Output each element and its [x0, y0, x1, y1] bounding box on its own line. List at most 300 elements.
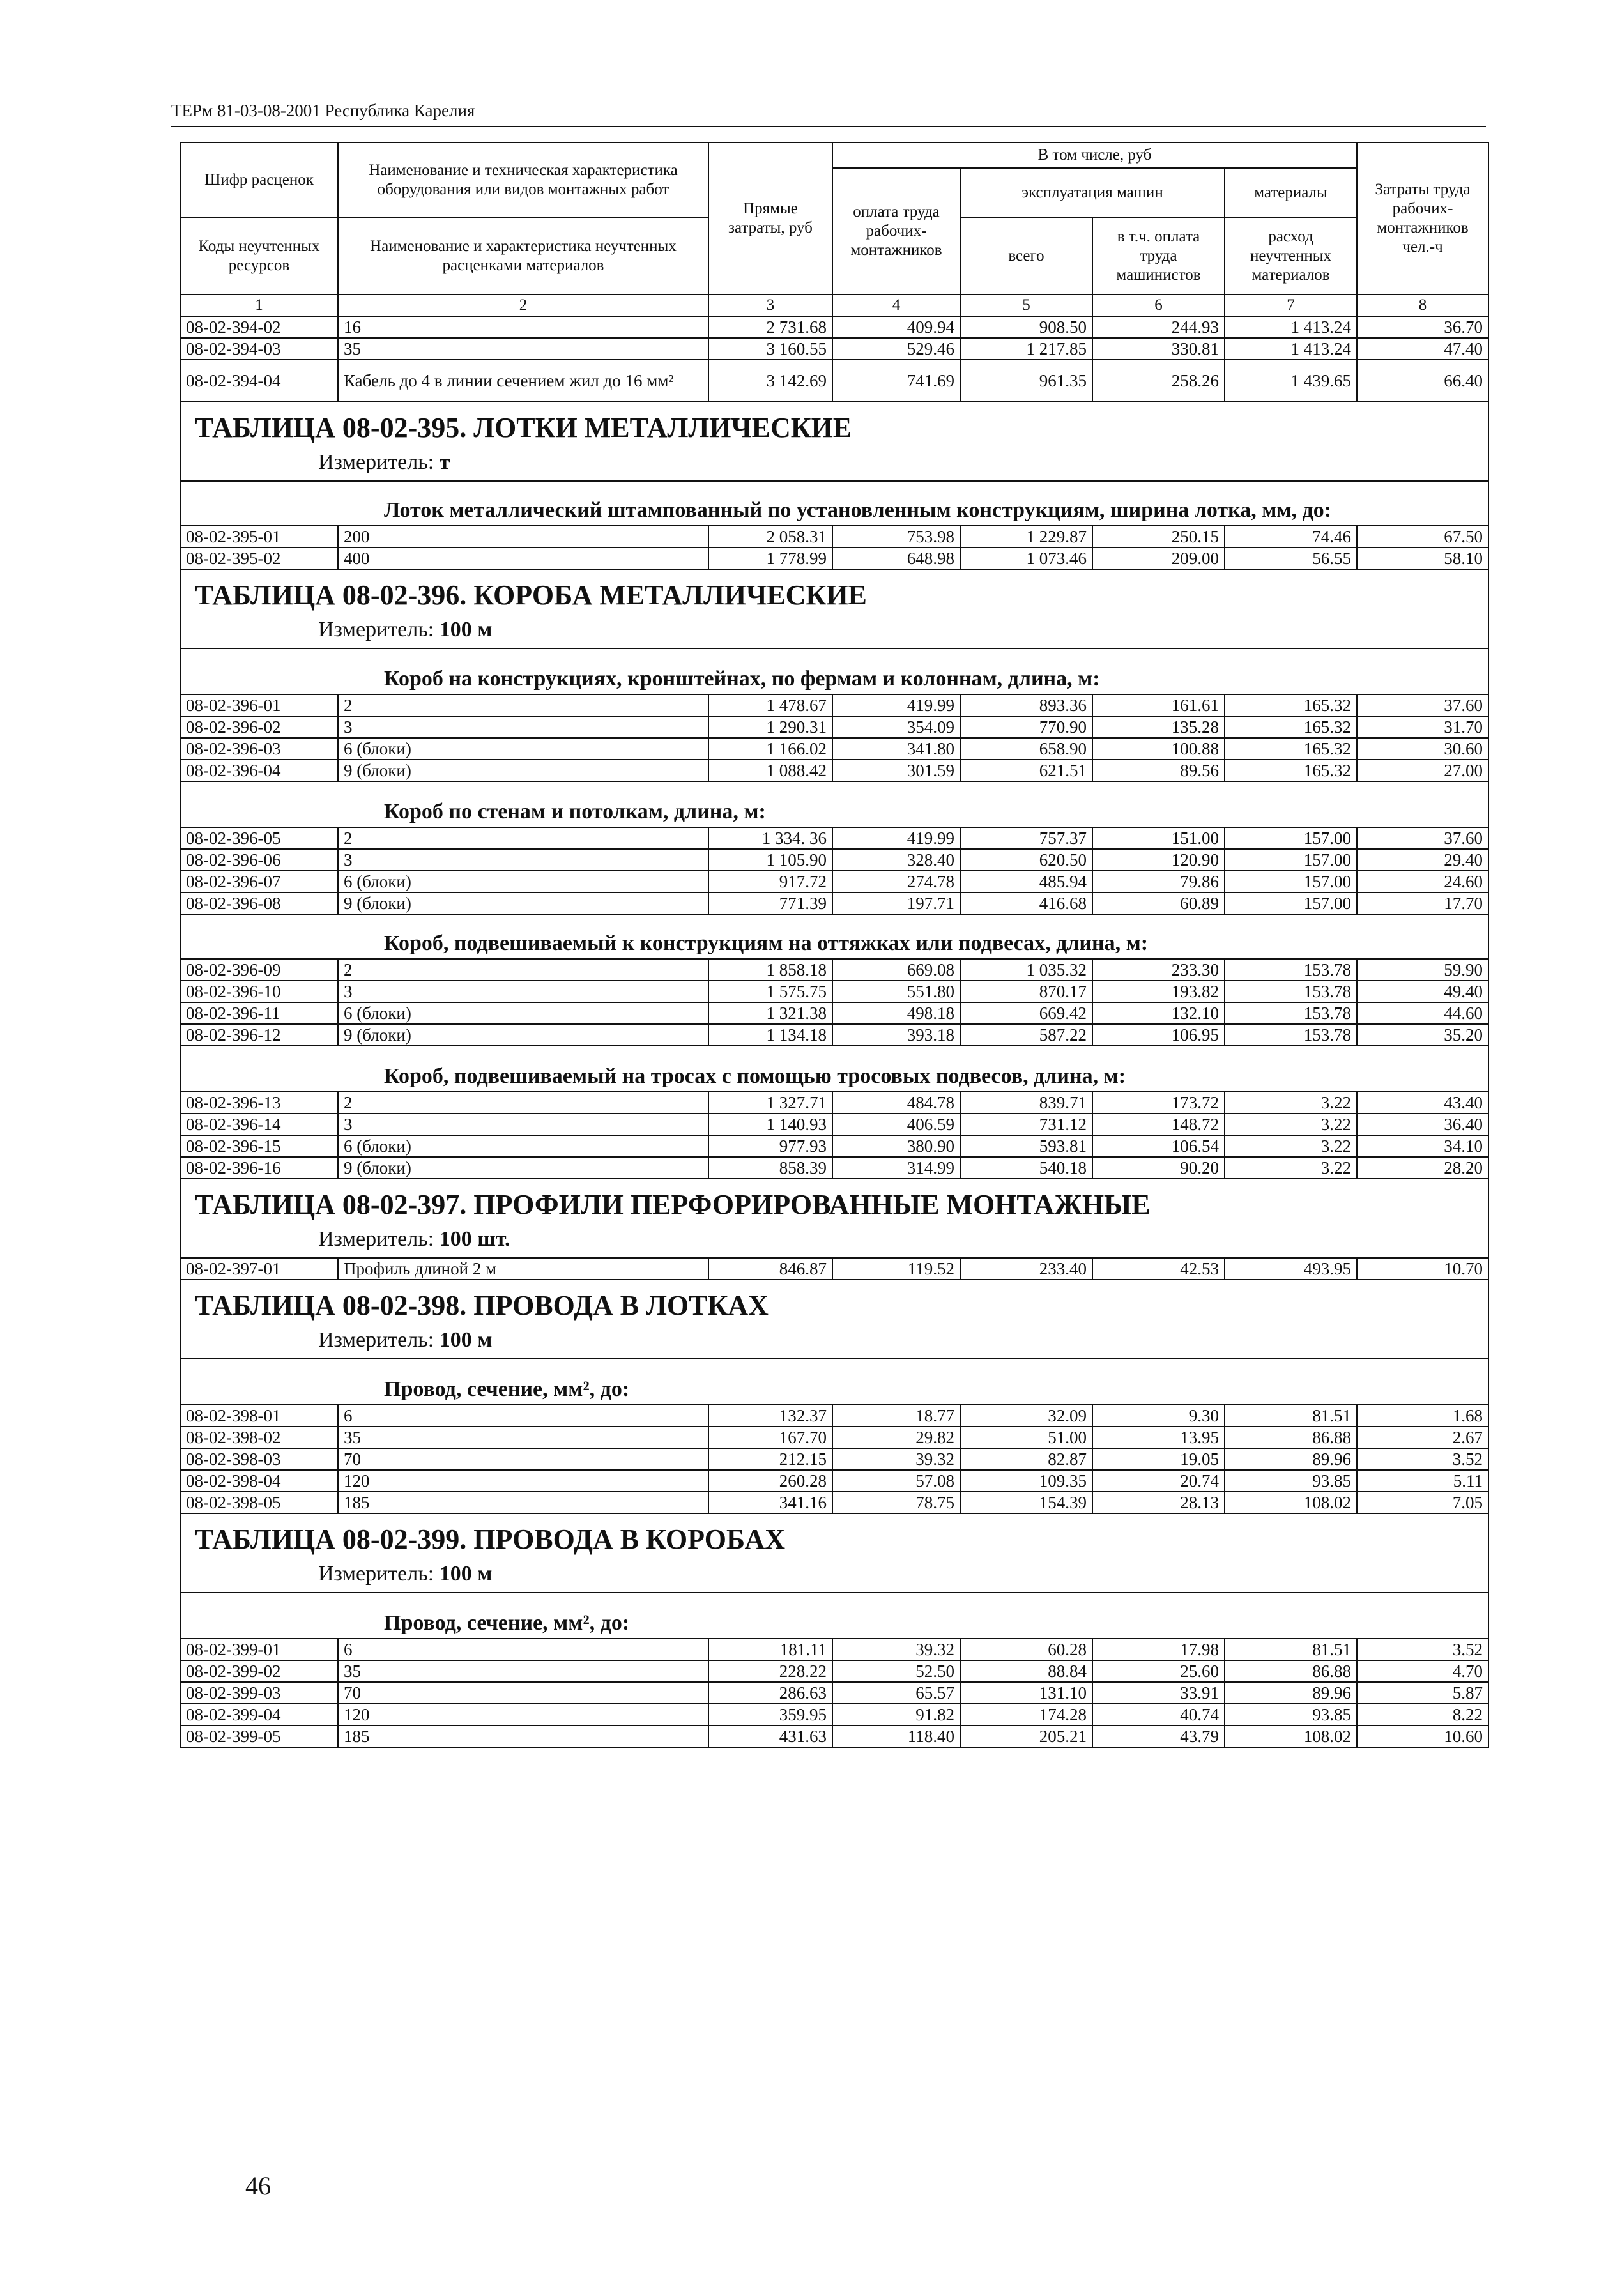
section-measure — [180, 1225, 1488, 1258]
section-title-row — [180, 402, 1488, 448]
col-number: 1 — [180, 295, 338, 316]
machinist-pay: 60.89 — [1092, 892, 1225, 914]
item-description: 6 (блоки) — [338, 1135, 708, 1157]
labor-hours: 58.10 — [1357, 547, 1488, 569]
section-measure-row — [180, 448, 1488, 481]
direct-cost: 2 731.68 — [708, 316, 832, 338]
page-number: 46 — [245, 2171, 271, 2200]
machinist-pay: 120.90 — [1092, 849, 1225, 871]
table-row — [180, 1258, 1488, 1280]
materials: 165.32 — [1225, 738, 1357, 760]
group-heading: Провод, сечение, мм², до: — [180, 1359, 1488, 1405]
labor-hours: 30.60 — [1357, 738, 1488, 760]
col-number: 7 — [1225, 295, 1357, 316]
page-header: ТЕРм 81-03-08-2001 Республика Карелия — [171, 101, 475, 120]
rate-code: 08-02-396-02 — [180, 716, 338, 738]
table-row — [180, 716, 1488, 738]
rate-code: 08-02-398-05 — [180, 1492, 338, 1513]
rate-code: 08-02-396-10 — [180, 981, 338, 1002]
labor-pay: 57.08 — [832, 1470, 960, 1492]
group-heading-row — [180, 914, 1488, 959]
materials: 165.32 — [1225, 716, 1357, 738]
col-number: 2 — [338, 295, 708, 316]
materials: 153.78 — [1225, 1024, 1357, 1046]
labor-hours: 36.70 — [1357, 316, 1488, 338]
direct-cost: 1 858.18 — [708, 959, 832, 981]
materials: 108.02 — [1225, 1726, 1357, 1747]
materials: 3.22 — [1225, 1092, 1357, 1114]
materials: 3.22 — [1225, 1157, 1357, 1179]
group-heading: Лоток металлический штампованный по установленным конструкциям, ширина лотка, мм, до: — [180, 481, 1488, 526]
section-measure-row — [180, 1560, 1488, 1593]
machinist-pay: 40.74 — [1092, 1704, 1225, 1726]
labor-hours: 10.60 — [1357, 1726, 1488, 1747]
table-row — [180, 827, 1488, 849]
machines-total: 870.17 — [960, 981, 1092, 1002]
direct-cost: 771.39 — [708, 892, 832, 914]
table-row — [180, 981, 1488, 1002]
machinist-pay: 43.79 — [1092, 1726, 1225, 1747]
machines-total: 593.81 — [960, 1135, 1092, 1157]
machines-total: 731.12 — [960, 1114, 1092, 1135]
direct-cost: 431.63 — [708, 1726, 832, 1747]
section-title: ТАБЛИЦА 08-02-395. ЛОТКИ МЕТАЛЛИЧЕСКИЕ — [180, 402, 1488, 448]
col-name-header: Наименование и техническая характеристика оборудования или видов монтажных работ — [338, 142, 708, 218]
labor-pay: 419.99 — [832, 694, 960, 716]
machinist-pay: 25.60 — [1092, 1660, 1225, 1682]
machines-total: 233.40 — [960, 1258, 1092, 1280]
rate-code: 08-02-398-01 — [180, 1405, 338, 1427]
rate-code: 08-02-396-14 — [180, 1114, 338, 1135]
section-title-row — [180, 1513, 1488, 1560]
item-description: 35 — [338, 1660, 708, 1682]
labor-pay: 409.94 — [832, 316, 960, 338]
rate-code: 08-02-397-01 — [180, 1258, 338, 1280]
materials: 1 413.24 — [1225, 316, 1357, 338]
labor-pay: 328.40 — [832, 849, 960, 871]
machines-total: 839.71 — [960, 1092, 1092, 1114]
item-description: 185 — [338, 1492, 708, 1513]
machinist-pay: 135.28 — [1092, 716, 1225, 738]
table-row — [180, 338, 1488, 360]
machines-total: 908.50 — [960, 316, 1092, 338]
col-materials-header: материалы — [1225, 168, 1357, 218]
col-labor-header: Затраты труда рабочих-монтажников чел.-ч — [1357, 142, 1488, 295]
machines-total: 174.28 — [960, 1704, 1092, 1726]
labor-pay: 65.57 — [832, 1682, 960, 1704]
table-row — [180, 1639, 1488, 1660]
labor-hours: 34.10 — [1357, 1135, 1488, 1157]
item-description: 16 — [338, 316, 708, 338]
measure-label: Измеритель: — [318, 1227, 434, 1251]
direct-cost: 167.70 — [708, 1427, 832, 1448]
direct-cost: 132.37 — [708, 1405, 832, 1427]
measure-value: т — [439, 450, 450, 474]
machinist-pay: 19.05 — [1092, 1448, 1225, 1470]
col-number: 8 — [1357, 295, 1488, 316]
labor-hours: 59.90 — [1357, 959, 1488, 981]
item-description: 120 — [338, 1470, 708, 1492]
direct-cost: 1 134.18 — [708, 1024, 832, 1046]
rate-code: 08-02-396-11 — [180, 1002, 338, 1024]
labor-hours: 2.67 — [1357, 1427, 1488, 1448]
machines-total: 51.00 — [960, 1427, 1092, 1448]
machinist-pay: 79.86 — [1092, 871, 1225, 892]
rate-code: 08-02-396-16 — [180, 1157, 338, 1179]
table-row — [180, 1135, 1488, 1157]
labor-pay: 314.99 — [832, 1157, 960, 1179]
col-number: 6 — [1092, 295, 1225, 316]
materials: 86.88 — [1225, 1427, 1357, 1448]
materials: 89.96 — [1225, 1682, 1357, 1704]
rate-code: 08-02-398-03 — [180, 1448, 338, 1470]
rate-code: 08-02-396-09 — [180, 959, 338, 981]
group-heading-row — [180, 481, 1488, 526]
measure-value: 100 м — [439, 618, 493, 641]
rate-code: 08-02-399-02 — [180, 1660, 338, 1682]
direct-cost: 212.15 — [708, 1448, 832, 1470]
direct-cost: 181.11 — [708, 1639, 832, 1660]
item-description: 9 (блоки) — [338, 892, 708, 914]
section-measure — [180, 1560, 1488, 1593]
materials: 157.00 — [1225, 892, 1357, 914]
table-body — [180, 316, 1488, 1747]
rate-code: 08-02-396-07 — [180, 871, 338, 892]
rate-code: 08-02-399-01 — [180, 1639, 338, 1660]
section-title: ТАБЛИЦА 08-02-398. ПРОВОДА В ЛОТКАХ — [180, 1280, 1488, 1326]
machinist-pay: 106.54 — [1092, 1135, 1225, 1157]
materials: 3.22 — [1225, 1135, 1357, 1157]
table-row — [180, 738, 1488, 760]
direct-cost: 1 321.38 — [708, 1002, 832, 1024]
col-machines-header: эксплуатация машин — [960, 168, 1225, 218]
rate-code: 08-02-394-02 — [180, 316, 338, 338]
table-row — [180, 1492, 1488, 1513]
rate-code: 08-02-394-04 — [180, 360, 338, 402]
rate-code: 08-02-394-03 — [180, 338, 338, 360]
table-row — [180, 1024, 1488, 1046]
direct-cost: 1 478.67 — [708, 694, 832, 716]
materials: 157.00 — [1225, 827, 1357, 849]
item-description: 35 — [338, 1427, 708, 1448]
direct-cost: 1 327.71 — [708, 1092, 832, 1114]
labor-hours: 49.40 — [1357, 981, 1488, 1002]
rate-code: 08-02-396-04 — [180, 760, 338, 781]
col-machines-pay-header: в т.ч. оплата труда машинистов — [1092, 218, 1225, 295]
machinist-pay: 33.91 — [1092, 1682, 1225, 1704]
rate-code: 08-02-399-03 — [180, 1682, 338, 1704]
labor-hours: 47.40 — [1357, 338, 1488, 360]
measure-label: Измеритель: — [318, 1328, 434, 1352]
labor-pay: 78.75 — [832, 1492, 960, 1513]
direct-cost: 1 778.99 — [708, 547, 832, 569]
labor-pay: 419.99 — [832, 827, 960, 849]
item-description: 185 — [338, 1726, 708, 1747]
labor-pay: 301.59 — [832, 760, 960, 781]
labor-hours: 8.22 — [1357, 1704, 1488, 1726]
table-row — [180, 959, 1488, 981]
materials: 165.32 — [1225, 760, 1357, 781]
table-row — [180, 360, 1488, 402]
labor-pay: 341.80 — [832, 738, 960, 760]
item-description: 6 — [338, 1405, 708, 1427]
direct-cost: 228.22 — [708, 1660, 832, 1682]
group-heading-row — [180, 1359, 1488, 1405]
machinist-pay: 258.26 — [1092, 360, 1225, 402]
labor-pay: 529.46 — [832, 338, 960, 360]
col-unacc-name-header: Наименование и характеристика неучтенных расценками материалов — [338, 218, 708, 295]
col-direct-header: Прямые затраты, руб — [708, 142, 832, 295]
machines-total: 485.94 — [960, 871, 1092, 892]
item-description: 400 — [338, 547, 708, 569]
group-heading: Провод, сечение, мм², до: — [180, 1593, 1488, 1639]
rates-table-wrap — [180, 142, 1488, 1748]
direct-cost: 359.95 — [708, 1704, 832, 1726]
section-title: ТАБЛИЦА 08-02-396. КОРОБА МЕТАЛЛИЧЕСКИЕ — [180, 569, 1488, 616]
materials: 3.22 — [1225, 1114, 1357, 1135]
col-machines-total-header: всего — [960, 218, 1092, 295]
materials: 81.51 — [1225, 1405, 1357, 1427]
machines-total: 82.87 — [960, 1448, 1092, 1470]
machines-total: 621.51 — [960, 760, 1092, 781]
materials: 1 439.65 — [1225, 360, 1357, 402]
table-row — [180, 892, 1488, 914]
section-measure — [180, 616, 1488, 648]
section-title-row — [180, 1280, 1488, 1326]
table-row — [180, 1114, 1488, 1135]
item-description: 200 — [338, 526, 708, 547]
item-description: 3 — [338, 981, 708, 1002]
labor-hours: 5.11 — [1357, 1470, 1488, 1492]
direct-cost: 3 160.55 — [708, 338, 832, 360]
materials: 81.51 — [1225, 1639, 1357, 1660]
table-row — [180, 694, 1488, 716]
machinist-pay: 42.53 — [1092, 1258, 1225, 1280]
machines-total: 587.22 — [960, 1024, 1092, 1046]
labor-pay: 52.50 — [832, 1660, 960, 1682]
labor-hours: 35.20 — [1357, 1024, 1488, 1046]
col-number: 5 — [960, 295, 1092, 316]
group-heading: Короб по стенам и потолкам, длина, м: — [180, 781, 1488, 827]
section-measure-row — [180, 1326, 1488, 1359]
item-description: 9 (блоки) — [338, 1157, 708, 1179]
machinist-pay: 106.95 — [1092, 1024, 1225, 1046]
table-row — [180, 760, 1488, 781]
group-heading-row — [180, 648, 1488, 694]
measure-value: 100 шт. — [439, 1227, 510, 1251]
labor-hours: 7.05 — [1357, 1492, 1488, 1513]
table-row — [180, 1660, 1488, 1682]
table-row — [180, 1682, 1488, 1704]
labor-pay: 197.71 — [832, 892, 960, 914]
table-row — [180, 1157, 1488, 1179]
materials: 157.00 — [1225, 871, 1357, 892]
machinist-pay: 330.81 — [1092, 338, 1225, 360]
rate-code: 08-02-399-04 — [180, 1704, 338, 1726]
machinist-pay: 233.30 — [1092, 959, 1225, 981]
direct-cost: 1 105.90 — [708, 849, 832, 871]
machinist-pay: 193.82 — [1092, 981, 1225, 1002]
rate-code: 08-02-396-01 — [180, 694, 338, 716]
machinist-pay: 148.72 — [1092, 1114, 1225, 1135]
labor-pay: 18.77 — [832, 1405, 960, 1427]
rate-code: 08-02-395-01 — [180, 526, 338, 547]
machinist-pay: 173.72 — [1092, 1092, 1225, 1114]
materials: 157.00 — [1225, 849, 1357, 871]
materials: 89.96 — [1225, 1448, 1357, 1470]
item-description: 70 — [338, 1682, 708, 1704]
table-row — [180, 1002, 1488, 1024]
item-description: 6 (блоки) — [338, 1002, 708, 1024]
labor-pay: 354.09 — [832, 716, 960, 738]
machinist-pay: 28.13 — [1092, 1492, 1225, 1513]
item-description: 35 — [338, 338, 708, 360]
rates-table — [180, 142, 1489, 1748]
col-number: 4 — [832, 295, 960, 316]
labor-pay: 741.69 — [832, 360, 960, 402]
materials: 153.78 — [1225, 959, 1357, 981]
machines-total: 658.90 — [960, 738, 1092, 760]
section-measure — [180, 1326, 1488, 1359]
machines-total: 32.09 — [960, 1405, 1092, 1427]
labor-hours: 24.60 — [1357, 871, 1488, 892]
direct-cost: 341.16 — [708, 1492, 832, 1513]
machines-total: 757.37 — [960, 827, 1092, 849]
labor-pay: 39.32 — [832, 1448, 960, 1470]
machines-total: 669.42 — [960, 1002, 1092, 1024]
machinist-pay: 20.74 — [1092, 1470, 1225, 1492]
direct-cost: 286.63 — [708, 1682, 832, 1704]
table-row — [180, 1726, 1488, 1747]
direct-cost: 1 290.31 — [708, 716, 832, 738]
direct-cost: 917.72 — [708, 871, 832, 892]
header-rule — [171, 126, 1486, 127]
table-row — [180, 1448, 1488, 1470]
machines-total: 88.84 — [960, 1660, 1092, 1682]
labor-pay: 648.98 — [832, 547, 960, 569]
measure-value: 100 м — [439, 1328, 493, 1352]
table-row — [180, 1470, 1488, 1492]
materials: 153.78 — [1225, 981, 1357, 1002]
labor-pay: 498.18 — [832, 1002, 960, 1024]
measure-value: 100 м — [439, 1562, 493, 1586]
labor-pay: 274.78 — [832, 871, 960, 892]
direct-cost: 2 058.31 — [708, 526, 832, 547]
rate-code: 08-02-396-03 — [180, 738, 338, 760]
table-row — [180, 871, 1488, 892]
rate-code: 08-02-396-15 — [180, 1135, 338, 1157]
direct-cost: 1 140.93 — [708, 1114, 832, 1135]
machines-total: 961.35 — [960, 360, 1092, 402]
materials: 1 413.24 — [1225, 338, 1357, 360]
machinist-pay: 90.20 — [1092, 1157, 1225, 1179]
item-description: 2 — [338, 694, 708, 716]
materials: 108.02 — [1225, 1492, 1357, 1513]
machines-total: 109.35 — [960, 1470, 1092, 1492]
section-title: ТАБЛИЦА 08-02-399. ПРОВОДА В КОРОБАХ — [180, 1513, 1488, 1560]
machinist-pay: 151.00 — [1092, 827, 1225, 849]
machinist-pay: 244.93 — [1092, 316, 1225, 338]
direct-cost: 977.93 — [708, 1135, 832, 1157]
machinist-pay: 132.10 — [1092, 1002, 1225, 1024]
col-labor-pay-header: оплата труда рабочих-монтажников — [832, 168, 960, 295]
section-title-row — [180, 1179, 1488, 1225]
labor-pay: 669.08 — [832, 959, 960, 981]
item-description: 9 (блоки) — [338, 1024, 708, 1046]
materials: 493.95 — [1225, 1258, 1357, 1280]
machines-total: 60.28 — [960, 1639, 1092, 1660]
group-heading-row — [180, 1046, 1488, 1092]
labor-pay: 91.82 — [832, 1704, 960, 1726]
labor-hours: 4.70 — [1357, 1660, 1488, 1682]
direct-cost: 846.87 — [708, 1258, 832, 1280]
machines-total: 1 229.87 — [960, 526, 1092, 547]
rate-code: 08-02-396-12 — [180, 1024, 338, 1046]
table-row — [180, 1427, 1488, 1448]
labor-hours: 5.87 — [1357, 1682, 1488, 1704]
machinist-pay: 100.88 — [1092, 738, 1225, 760]
section-measure-row — [180, 1225, 1488, 1258]
labor-hours: 3.52 — [1357, 1448, 1488, 1470]
machines-total: 893.36 — [960, 694, 1092, 716]
materials: 165.32 — [1225, 694, 1357, 716]
item-description: 70 — [338, 1448, 708, 1470]
table-row — [180, 526, 1488, 547]
labor-pay: 119.52 — [832, 1258, 960, 1280]
materials: 93.85 — [1225, 1704, 1357, 1726]
materials: 86.88 — [1225, 1660, 1357, 1682]
group-heading-row — [180, 781, 1488, 827]
labor-pay: 393.18 — [832, 1024, 960, 1046]
rate-code: 08-02-399-05 — [180, 1726, 338, 1747]
direct-cost: 1 088.42 — [708, 760, 832, 781]
item-description: 6 — [338, 1639, 708, 1660]
labor-hours: 67.50 — [1357, 526, 1488, 547]
table-row — [180, 1092, 1488, 1114]
machines-total: 540.18 — [960, 1157, 1092, 1179]
item-description: Профиль длиной 2 м — [338, 1258, 708, 1280]
labor-hours: 10.70 — [1357, 1258, 1488, 1280]
labor-hours: 37.60 — [1357, 694, 1488, 716]
labor-hours: 44.60 — [1357, 1002, 1488, 1024]
machines-total: 770.90 — [960, 716, 1092, 738]
machines-total: 1 035.32 — [960, 959, 1092, 981]
table-row — [180, 1704, 1488, 1726]
col-incl-header: В том числе, руб — [832, 142, 1357, 168]
item-description: 6 (блоки) — [338, 871, 708, 892]
rate-code: 08-02-398-02 — [180, 1427, 338, 1448]
machinist-pay: 17.98 — [1092, 1639, 1225, 1660]
item-description: 3 — [338, 1114, 708, 1135]
labor-hours: 31.70 — [1357, 716, 1488, 738]
machines-total: 1 073.46 — [960, 547, 1092, 569]
direct-cost: 1 334. 36 — [708, 827, 832, 849]
table-row — [180, 1405, 1488, 1427]
machines-total: 131.10 — [960, 1682, 1092, 1704]
materials: 74.46 — [1225, 526, 1357, 547]
machines-total: 620.50 — [960, 849, 1092, 871]
direct-cost: 3 142.69 — [708, 360, 832, 402]
measure-label: Измеритель: — [318, 1562, 434, 1586]
item-description: 2 — [338, 827, 708, 849]
labor-hours: 43.40 — [1357, 1092, 1488, 1114]
item-description: 3 — [338, 716, 708, 738]
labor-pay: 406.59 — [832, 1114, 960, 1135]
col-code-header: Шифр расценок — [180, 142, 338, 218]
machinist-pay: 209.00 — [1092, 547, 1225, 569]
item-description: 2 — [338, 959, 708, 981]
direct-cost: 260.28 — [708, 1470, 832, 1492]
